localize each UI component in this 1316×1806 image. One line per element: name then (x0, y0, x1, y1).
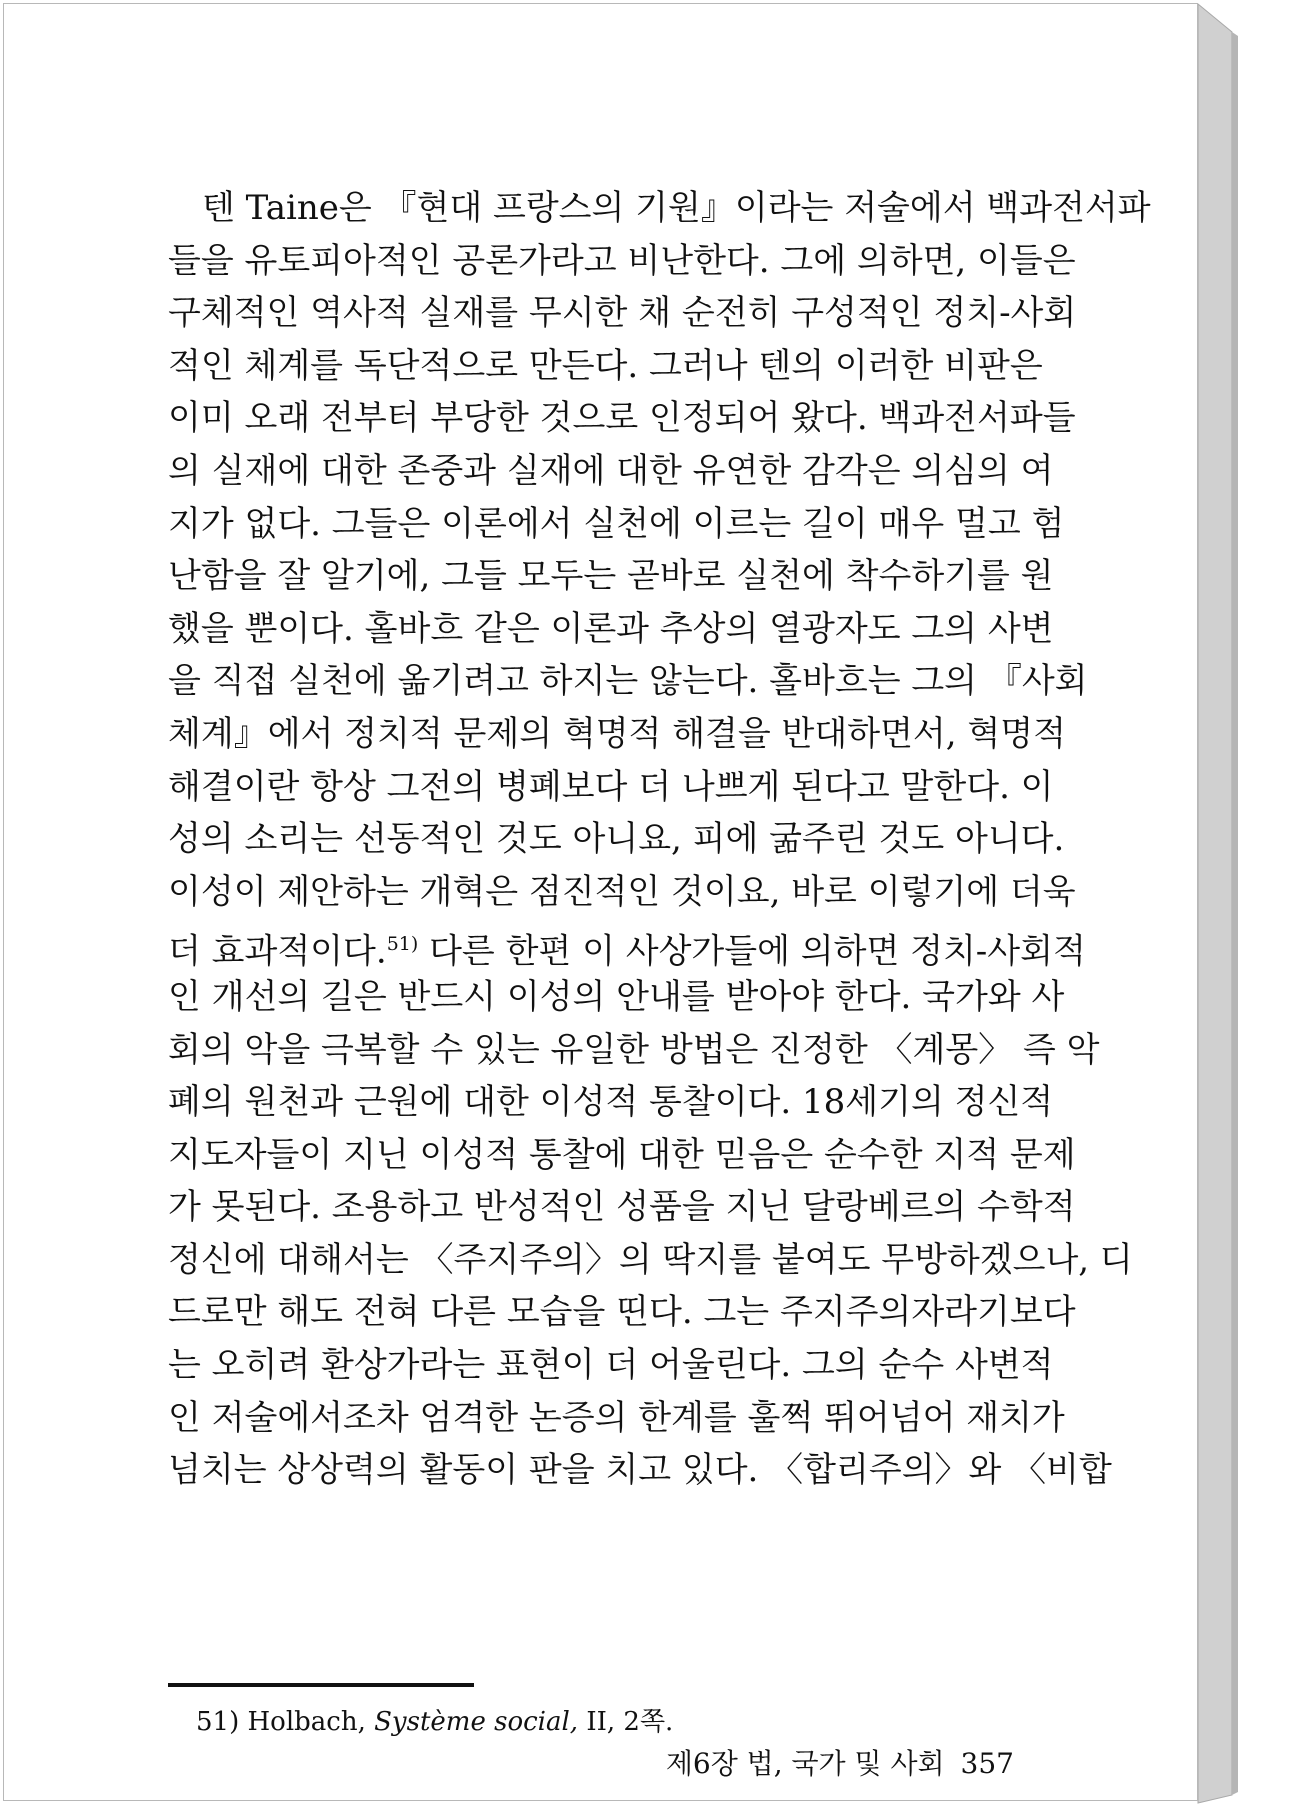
footnote-author: Holbach, (247, 1707, 366, 1737)
running-footer (666, 1742, 1014, 1782)
text-line: 체계』에서 정치적 문제의 혁명적 해결을 반대하면서, 혁명적 (168, 713, 1066, 754)
text-line: 드로만 해도 전혀 다른 모습을 띤다. 그는 주지주의자라기보다 (168, 1292, 1076, 1333)
text-line: 성의 소리는 선동적인 것도 아니요, 피에 굶주린 것도 아니다. (168, 819, 1065, 860)
text-line: 했을 뿐이다. 홀바흐 같은 이론과 추상의 열광자도 그의 사변 (168, 608, 1054, 649)
text-line: 지가 없다. 그들은 이론에서 실천에 이르는 길이 매우 멀고 험 (168, 503, 1065, 544)
page-number: 357 (960, 1747, 1014, 1780)
text-line: 들을 유토피아적인 공론가라고 비난한다. 그에 의하면, 이들은 (168, 240, 1076, 281)
text-line: 폐의 원천과 근원에 대한 이성적 통찰이다. 18세기의 정신적 (168, 1082, 1054, 1123)
text-line: 을 직접 실천에 옮기려고 하지는 않는다. 홀바흐는 그의 『사회 (168, 661, 1088, 702)
text-line: 인 저술에서조차 엄격한 논증의 한계를 훌쩍 뛰어넘어 재치가 (168, 1397, 1065, 1438)
text-line: 인 개선의 길은 반드시 이성의 안내를 받아야 한다. 국가와 사 (168, 976, 1065, 1017)
chapter-title: 제6장 법, 국가 및 사회 (665, 1747, 945, 1780)
footnote (196, 1701, 673, 1738)
text-segment: 다른 한편 이 사상가들에 의하면 정치-사회적 (418, 931, 1086, 972)
text-line: 구체적인 역사적 실재를 무시한 채 순전히 구성적인 정치-사회 (168, 293, 1077, 334)
text-line: 난함을 잘 알기에, 그들 모두는 곧바로 실천에 착수하기를 원 (168, 556, 1054, 597)
body-text (168, 182, 1151, 1497)
text-line: 적인 체계를 독단적으로 만든다. 그러나 텐의 이러한 비판은 (168, 345, 1043, 386)
text-segment: 더 효과적이다. (168, 931, 387, 972)
text-line: 이미 오래 전부터 부당한 것으로 인정되어 왔다. 백과전서파들 (168, 398, 1076, 439)
footnote-divider (168, 1683, 474, 1687)
footnote-rest: II, 2쪽. (586, 1707, 674, 1737)
footnote-number: 51) (196, 1707, 240, 1737)
text-line: 해결이란 항상 그전의 병폐보다 더 나쁘게 된다고 말한다. 이 (168, 766, 1054, 807)
text-line: 지도자들이 지닌 이성적 통찰에 대한 믿음은 순수한 지적 문제 (168, 1134, 1076, 1175)
text-line: 가 못된다. 조용하고 반성적인 성품을 지닌 달랑베르의 수학적 (168, 1187, 1076, 1228)
text-line: 는 오히려 환상가라는 표현이 더 어울린다. 그의 순수 사변적 (168, 1345, 1054, 1386)
text-line: 정신에 대해서는 〈주지주의〉의 딱지를 붙여도 무방하겠으나, 디 (168, 1239, 1133, 1280)
text-line: 이성이 제안하는 개혁은 점진적인 것이요, 바로 이렇기에 더욱 (168, 871, 1076, 912)
footnote-title: Système social, (374, 1707, 579, 1737)
text-line: 텐 Taine은 『현대 프랑스의 기원』이라는 저술에서 백과전서파 (202, 188, 1151, 228)
text-line: 의 실재에 대한 존중과 실재에 대한 유연한 감각은 의심의 여 (168, 450, 1054, 491)
text-line: 회의 악을 극복할 수 있는 유일한 방법은 진정한 〈계몽〉 즉 악 (168, 1029, 1100, 1070)
footnote-reference: 51) (386, 933, 419, 956)
text-line: 넘치는 상상력의 활동이 판을 치고 있다. 〈합리주의〉와 〈비합 (168, 1450, 1112, 1491)
text-line-with-footnote (168, 918, 1086, 972)
